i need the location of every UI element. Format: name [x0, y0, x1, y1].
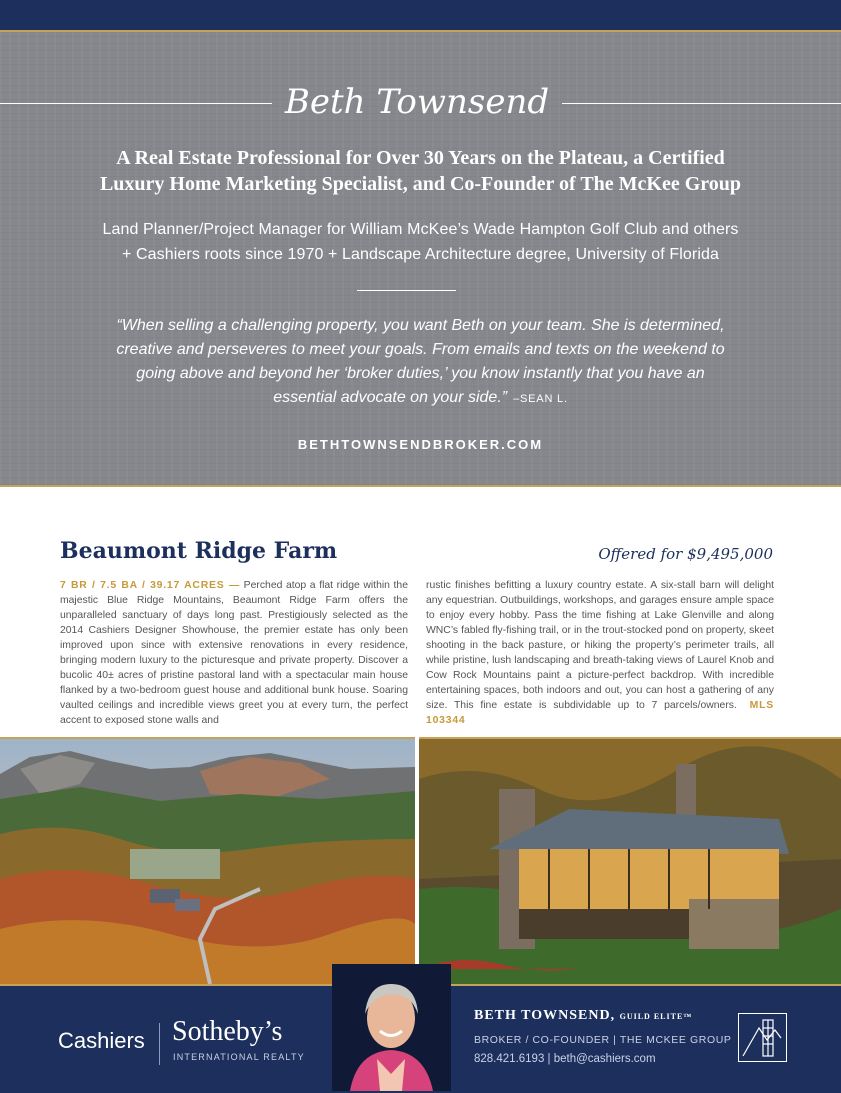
- brand-city: Cashiers: [58, 1028, 145, 1053]
- quote-line-1: “When selling a challenging property, you want Beth on your team. She is determined,: [116, 317, 725, 334]
- brand-logo-subtitle: INTERNATIONAL REALTY: [173, 1052, 305, 1062]
- agent-designation: GUILD ELITE™: [619, 1012, 693, 1021]
- agent-role: BROKER / CO-FOUNDER | THE MCKEE GROUP: [474, 1034, 732, 1046]
- mckee-group-logo-icon: [738, 1013, 787, 1062]
- testimonial-quote: [90, 314, 751, 411]
- background-line-1: Land Planner/Project Manager for William McKee’s Wade Hampton Golf Club and others: [102, 221, 739, 238]
- brand-separator: [159, 1023, 160, 1065]
- credentials-line-2: Luxury Home Marketing Specialist, and Co-Founder of The McKee Group: [99, 173, 742, 195]
- decorative-rule-left: [0, 103, 272, 104]
- gold-divider: [0, 485, 841, 487]
- agent-hero-panel: [0, 32, 841, 485]
- agent-background: [40, 217, 801, 267]
- listing-description-right: [426, 578, 774, 728]
- description-text-right: rustic finishes befitting a luxury country estate. A six-stall barn will delight any equestrian. Outbuildings, workshops, and garages ensure ample space to enjoy every hobby. Pass the time fishing at Lake Glenville and along WNC’s fabled fly-fishing trail, or in the trout-stocked pond on property, skeet shooting in the back pasture, or hiking the property’s perimeter trails, all while pristine, lush landscaping and breath-taking views of Laurel Knob and Cow Rock Mountains paint a picture-perfect backdrop. With incredible entertaining spaces, both indoors and out, you can host a gathering of any size. This fine estate is subdividable up to 7 parcels/owners.: [426, 580, 774, 711]
- agent-name-heading: Beth Townsend: [284, 82, 550, 122]
- listing-specs: 7 BR / 7.5 BA / 39.17 ACRES —: [60, 580, 241, 591]
- aerial-mountain-photo: [0, 737, 415, 986]
- agent-contact[interactable]: 828.421.6193 | beth@cashiers.com: [474, 1053, 656, 1065]
- credentials-line-1: A Real Estate Professional for Over 30 Years on the Plateau, a Certified: [116, 147, 725, 169]
- decorative-rule-right: [562, 103, 841, 104]
- section-divider: [357, 290, 456, 291]
- quote-line-4: [90, 386, 751, 411]
- quote-line-3: going above and beyond her ‘broker duties,’ you know instantly that you have an: [136, 365, 705, 382]
- agent-portrait-photo: [332, 964, 451, 1091]
- listing-description-left: [60, 578, 408, 728]
- background-line-2: + Cashiers roots since 1970 + Landscape Architecture degree, University of Florida: [122, 246, 719, 263]
- top-banner-strip: [0, 0, 841, 32]
- footer-agent-name-text: BETH TOWNSEND,: [474, 1008, 616, 1023]
- description-text-left: Perched atop a flat ridge within the majestic Blue Ridge Mountains, Beaumont Ridge Farm offers the unparalleled sanctuary of days long past. Prestigiously selected as the 2014 Cashiers Designer Showhouse, the premier estate has only been improved upon since with extensive renovations in every residence, bringing modern luxury to the picturesque and private property. Discover a bucolic 40± acres of pristine pastoral land with a spectacular main house flanked by a two-bedroom guest house and additional bunk house. Soaring vaulted ceilings and incredible views greet you at every turn, the perfect accent to exposed stone walls and: [60, 580, 408, 726]
- quote-attribution: –SEAN L.: [513, 393, 568, 405]
- listing-title: Beaumont Ridge Farm: [60, 538, 338, 564]
- quote-text-end: essential advocate on your side.”: [273, 389, 508, 406]
- agent-credentials: [50, 145, 791, 197]
- brand-logo-name: Sotheby’s: [172, 1016, 283, 1047]
- mls-number: MLS 103344: [426, 700, 774, 726]
- mountain-lodge-photo: [419, 737, 841, 986]
- quote-line-2: creative and perseveres to meet your goals. From emails and texts on the weekend to: [116, 341, 725, 358]
- listing-price: Offered for $9,495,000: [598, 545, 773, 563]
- agent-website-link[interactable]: BETHTOWNSENDBROKER.COM: [297, 437, 544, 452]
- footer-agent-name: [474, 1008, 692, 1024]
- agent-name-row: [0, 82, 841, 122]
